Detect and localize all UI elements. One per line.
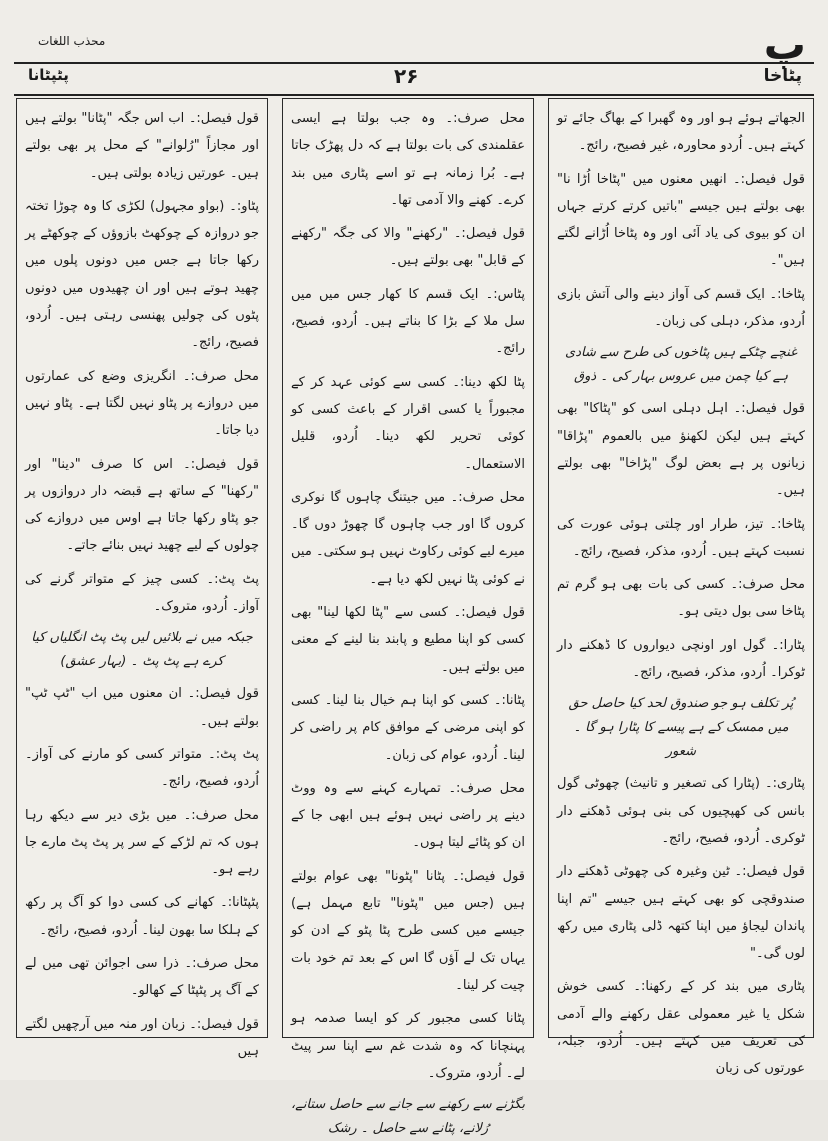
entry-paragraph: محل صرف:۔ میں جیتنگ چاہوں گا نوکری کروں گا اور جب چاہوں گا چھوڑ دوں گا۔ میرے لیے کوئی رکاوٹ نہیں ہو سکتی۔ میں نے کوئی پٹا نہیں لکھ دیا ہے۔	[291, 489, 525, 587]
entry-paragraph: قول فیصل:۔ کسی سے "پٹا لکھا لینا" بھی کسی کو اپنا مطیع و پابند بنا لینے کے معنی میں بولتے ہیں۔	[291, 605, 525, 675]
entry-paragraph: قول فیصل:۔ پٹانا "پٹونا" بھی عوام بولتے ہیں (جس میں "پٹونا" تابع مہمل ہے) جیسے میں کسی طرح پٹا پٹو کے ادن کو یہاں تک لے آؤں گا اس کے بعد تم خود بات چیت کر لینا۔	[291, 868, 525, 993]
entry-paragraph: پٹا لکھ دینا:۔ کسی سے کوئی عہد کر کے مجبوراً یا کسی اقرار کے باعث کسی کو کوئی تحریر لکھ دینا۔ اُردو، قلیل الاستعمال۔	[291, 374, 525, 472]
page-top-note: محذب اللغات	[38, 34, 106, 48]
entry-paragraph: الجھاتے ہوئے ہو اور وہ گھبرا کے بھاگ جائے تو کہتے ہیں۔ اُردو محاورہ، غیر فصیح، رائج۔	[557, 111, 805, 154]
entry-paragraph: قول فیصل:۔ ان معنوں میں اب "ٹپ ٹپ" بولتے ہیں۔	[25, 686, 259, 729]
verse-quote: بگڑنے سے رکھنے سے جانے سے حاصل ستانے، رُلانے، پٹانے سے حاصل ۔ رشک	[291, 1097, 525, 1137]
page-number: ۲۶	[394, 64, 419, 88]
entry-paragraph: پٹانا کسی مجبور کر کو ایسا صدمہ ہو پہنچانا کہ وہ شدت غم سے اپنا سر پیٹ لے۔ اُردو، متروک۔	[291, 1011, 525, 1081]
entry-paragraph: پٹاو:۔ (بواو مجہول) لکڑی کا وہ چوڑا تختہ جو دروازہ کے چوکھٹ بازوؤں کے چوکھٹے پر رکھا جاتا ہے جس میں دونوں پلوں میں چھید ہوتے ہیں اور ان چھیدوں میں دونوں پٹوں کی چولیں پھنسی رہتی ہیں۔ اُردو، فصیح، رائج۔	[25, 198, 259, 351]
entry-paragraph: قول فیصل:۔ اہل دہلی اسی کو "پٹاکا" بھی کہتے ہیں لیکن لکھنؤ میں بالعموم "پڑاقا" زبانوں پر ہے بعض لوگ "پڑاخا" بھی بولتے ہیں۔	[557, 401, 805, 499]
entry-paragraph: محل صرف:۔ میں بڑی دیر سے دیکھ رہا ہوں کہ تم لڑکے کے سر پر پٹ پٹ مارے جا رہے ہو۔	[25, 807, 259, 878]
verse-quote: پُر تکلف ہو جو صندوق لحد کیا حاصل حق میں ممسک کے ہے پیسے کا پٹارا ہو گا ۔ شعور	[568, 696, 794, 760]
right-column	[548, 98, 814, 1077]
entry-paragraph: پٹ پٹ:۔ کسی چیز کے متواتر گرنے کی آواز۔ اُردو، متروک۔	[25, 571, 259, 615]
entry-paragraph: پٹپٹانا:۔ کھانے کی کسی دوا کو آگ پر رکھ کے ہلکا سا بھون لینا۔ اُردو، فصیح، رائج۔	[25, 895, 259, 938]
section-letter: پ	[763, 20, 806, 69]
entry-paragraph: قول فیصل:۔ "رکھنے" والا کی جگہ "رکھنے کے قابل" بھی بولتے ہیں۔	[291, 226, 525, 269]
header-right-title: پٹاخا	[763, 66, 802, 86]
entry-paragraph: قول فیصل:۔ اب اس جگہ "پٹانا" بولتے ہیں اور مجازاً "رُلوانے" کے محل پر بھی بولتے ہیں۔ عورتیں زیادہ بولتی ہیں۔	[25, 111, 259, 181]
entry-paragraph: قول فیصل:۔ ٹین وغیرہ کی چھوٹی ڈھکنے دار صندوقچی کو بھی کہتے ہیں جیسے "تم اپنا پاندان لیجاؤ میں اپنا کتھہ ڈلی پٹاری میں رکھ لوں گی۔"	[557, 864, 805, 962]
entry-paragraph: محل صرف:۔ کسی کی بات بھی ہو گرم تم پٹاخا سی بول دیتی ہو۔	[557, 577, 805, 620]
verse-quote: غنچے چٹکے ہیں پٹاخوں کی طرح سے شادی ہے کیا چمن میں عروس بہار کی ۔ ذوق	[565, 345, 797, 385]
entry-paragraph: پٹانا:۔ کسی کو اپنا ہم خیال بنا لینا۔ کسی کو اپنی مرضی کے موافق کام پر راضی کر لینا۔ اُردو، عوام کی زبان۔	[291, 692, 525, 763]
entry-paragraph: پٹ پٹ:۔ متواتر کسی کو مارنے کی آواز۔ اُردو، فصیح، رائج۔	[25, 746, 259, 790]
page-header	[14, 62, 814, 96]
entry-paragraph: قول فیصل:۔ انھیں معنوں میں "پٹاخا اُڑا نا" بھی بولتے ہیں جیسے "باتیں کرتے کرتے جہاں ان کو بیوی کی یاد آئی اور وہ پٹاخا اُڑانے لگتے ہیں"۔	[557, 171, 805, 269]
entry-paragraph: قول فیصل:۔ زبان اور منہ میں آرچھیں لگتے ہیں	[25, 1016, 259, 1059]
middle-column	[282, 98, 534, 1137]
entry-paragraph: محل صرف:۔ وہ جب بولتا ہے ایسی عقلمندی کی بات بولتا ہے کہ دل پھڑک جاتا ہے۔ بُرا زمانہ ہے تو اسے پٹاری میں بند کرے۔ کھنے والا آدمی تھا۔	[291, 111, 525, 208]
entry-paragraph: پٹاس:۔ ایک قسم کا کھار جس میں میں سل ملا کے بڑا کا بناتے ہیں۔ اُردو، فصیح، رائج۔	[291, 286, 525, 357]
entry-paragraph: پٹارا:۔ گول اور اونچی دیواروں کا ڈھکنے دار ٹوکرا۔ اُردو، مذکر، فصیح، رائج۔	[557, 637, 805, 681]
entry-paragraph: قول فیصل:۔ اس کا صرف "دینا" اور "رکھنا" کے ساتھ ہے قبضہ دار دروازوں پر جو پٹاو رکھا جاتا ہے اوس میں دروازے کی چولوں کے لیے چھید نہیں بنائے جاتے۔	[25, 456, 259, 554]
entry-paragraph: محل صرف:۔ تمہارے کہنے سے وہ ووٹ دینے پر راضی نہیں ہوئے ہیں ابھی جا کے ان کو پٹائے لیتا ہوں۔	[291, 780, 525, 851]
entry-paragraph: پٹاخا:۔ تیز، طرار اور چلتی ہوئی عورت کی نسبت کہتے ہیں۔ اُردو، مذکر، فصیح، رائج۔	[557, 516, 805, 559]
entry-paragraph: محل صرف:۔ ذرا سی اجوائن تھی میں لے کے آگ پر پٹپٹا کے کھالو۔	[25, 956, 259, 999]
entry-paragraph: محل صرف:۔ انگریزی وضع کی عمارتوں میں دروازے پر پٹاو نہیں لگتا ہے۔ پٹاو نہیں دیا جاتا۔	[25, 368, 259, 439]
header-left-title: پٹپٹانا	[28, 66, 69, 84]
entry-paragraph: پٹاخا:۔ ایک قسم کی آواز دینے والی آتش بازی اُردو، مذکر، دہلی کی زبان۔	[557, 286, 805, 330]
entry-paragraph: پٹاری میں بند کر کے رکھنا:۔ کسی خوش شکل یا غیر معمولی عقل رکھنے والے آدمی کی تعریف میں کہتے ہیں۔ اُردو، جبلہ، عورتوں کی زبان	[557, 979, 805, 1077]
left-column	[16, 98, 268, 1059]
verse-quote: جبکہ میں نے بلائیں لیں پٹ پٹ انگلیاں کیا کرے ہے پٹ پٹ ۔ (بہار عشق)	[31, 630, 253, 670]
entry-paragraph: پٹاری:۔ (پٹارا کی تصغیر و تانیث) چھوٹی گول بانس کی کھپچیوں کی بنی ہوئی ڈھکنے دار ٹوکری۔ اُردو، فصیح، رائج۔	[557, 776, 805, 846]
